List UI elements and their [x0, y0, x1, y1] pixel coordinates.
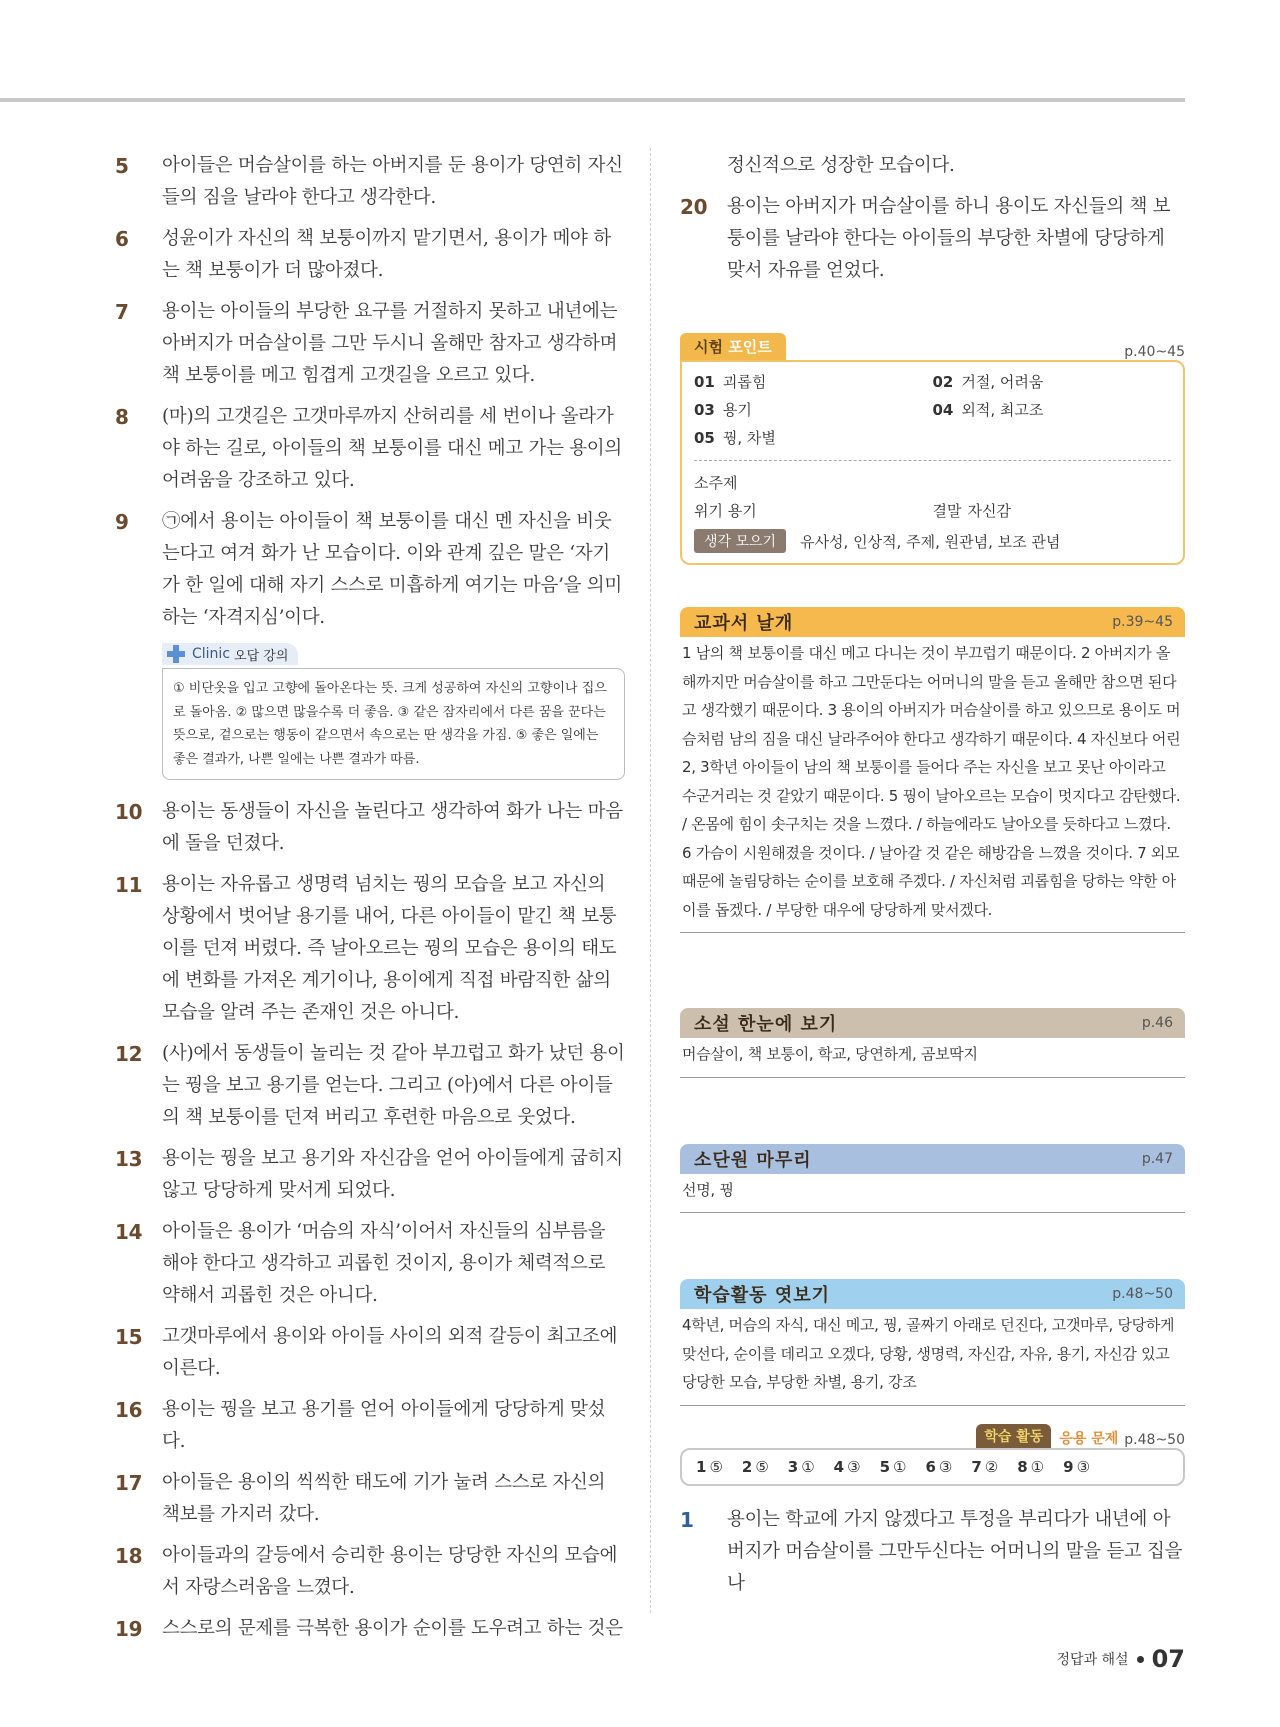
item-text: 고갯마루에서 용이와 아이들 사이의 외적 갈등이 최고조에 이른다.	[162, 1326, 618, 1379]
answer-cell	[1017, 1458, 1044, 1476]
item-text: 용이는 자유롭고 생명력 넘치는 꿩의 모습을 보고 자신의 상황에서 벗어날 용기를 내어, 다른 아이들이 맡긴 책 보퉁이를 던져 버렸다. 즉 날아오르는 꿩의 모습은 용이의 태도에 변화를 가져온 계기이나, 용이에게 직접 바람직한 삶의 모습을 알려 주는 존재인 것은 아니다.	[162, 874, 617, 1023]
ending-label: 결말	[932, 502, 962, 520]
bullet-icon	[1137, 1656, 1144, 1663]
activity-title: 학습활동 엿보기	[694, 1285, 830, 1306]
item-number: 11	[115, 873, 143, 897]
answer-value: ⑤	[755, 1457, 769, 1476]
left-items-a	[115, 150, 625, 634]
right-column	[680, 150, 1185, 1609]
point-num: 01	[694, 373, 715, 391]
clinic-box	[162, 643, 625, 780]
item-text: 스스로의 문제를 극복한 용이가 순이를 도우려고 하는 것은	[162, 1618, 623, 1639]
textbook-header	[680, 607, 1185, 637]
point-text: 괴롭힘	[722, 373, 767, 391]
plus-icon	[166, 644, 186, 664]
answer-value: ③	[847, 1457, 861, 1476]
page-reference: p.47	[1141, 1150, 1173, 1167]
item-number: 13	[115, 1147, 143, 1171]
item-text: 아이들은 머슴살이를 하는 아버지를 둔 용이가 당연히 자신들의 짐을 날라야 한다고 생각한다.	[162, 155, 623, 208]
exam-point-grid	[694, 370, 1171, 450]
item-text: 아이들은 용이가 ‘머슴의 자식’이어서 자신들의 심부름을 해야 한다고 생각하고 괴롭힌 것이지, 용이가 체력적으로 약해서 괴롭힌 것은 아니다.	[162, 1221, 606, 1306]
page-footer	[1057, 1645, 1185, 1673]
answer-item	[115, 401, 625, 497]
answer-item	[115, 1394, 625, 1458]
answer-num: 3	[787, 1457, 799, 1476]
answer-cell	[1063, 1458, 1090, 1476]
item-number: 9	[115, 510, 129, 534]
item-number: 12	[115, 1042, 143, 1066]
answer-value: ①	[893, 1457, 907, 1476]
answer-item	[115, 1143, 625, 1207]
ending-text: 자신감	[967, 502, 1011, 520]
item-text: 아이들과의 갈등에서 승리한 용이는 당당한 자신의 모습에서 자랑스러움을 느꼈다.	[162, 1545, 618, 1598]
novel-text: 머슴살이, 책 보퉁이, 학교, 당연하게, 곰보딱지	[680, 1038, 1185, 1078]
answer-item	[115, 869, 625, 1029]
unit-text: 선명, 꿩	[680, 1174, 1185, 1214]
answer-value: ③	[1076, 1457, 1091, 1476]
point-entry	[694, 426, 933, 450]
item-text: 성윤이가 자신의 책 보퉁이까지 맡기면서, 용이가 메야 하는 책 보퉁이가 더 많아졌다.	[162, 228, 611, 281]
answer-value: ⑤	[709, 1457, 723, 1476]
item-number: 15	[115, 1325, 143, 1349]
item-text: 용이는 학교에 가지 않겠다고 투정을 부리다가 내년에 아버지가 머슴살이를 그만두신다는 어머니의 말을 듣고 집을 나	[727, 1508, 1183, 1594]
answer-item	[115, 506, 625, 634]
exam-point-header	[680, 333, 1185, 360]
item-text: (마)의 고갯길은 고갯마루까지 산허리를 세 번이나 올라가야 하는 길로, 아이들의 책 보퉁이를 대신 메고 가는 용이의 어려움을 강조하고 있다.	[162, 406, 622, 491]
answer-value: ③	[938, 1457, 953, 1476]
point-entry	[933, 398, 1172, 422]
item-number: 14	[115, 1220, 143, 1244]
novel-title: 소설 한눈에 보기	[694, 1014, 838, 1035]
novel-section	[680, 1008, 1185, 1078]
item-number: 16	[115, 1398, 143, 1422]
textbook-title: 교과서 날개	[694, 613, 794, 634]
point-text: 거절, 어려움	[961, 373, 1044, 391]
left-column	[115, 150, 625, 1654]
answer-value: ①	[801, 1457, 815, 1476]
page-number: 07	[1151, 1645, 1185, 1673]
activity-text: 4학년, 머슴의 자식, 대신 메고, 꿩, 골짜기 아래로 던진다, 고갯마루, 당당하게 맞선다, 순이를 데리고 오겠다, 당황, 생명력, 자신감, 자유, 용기, 자신감 있고 당당한 모습, 부당한 차별, 용기, 강조	[680, 1309, 1185, 1406]
activity-header	[680, 1279, 1185, 1309]
item-text: 용이는 꿩을 보고 용기를 얻어 아이들에게 당당하게 맞섰다.	[162, 1399, 606, 1452]
answer-item	[115, 796, 625, 860]
item-number: 20	[680, 195, 708, 219]
item-number: 6	[115, 227, 129, 251]
answer-item	[115, 1540, 625, 1604]
answer-num: 5	[879, 1457, 890, 1476]
answer-cell	[742, 1458, 769, 1476]
crisis-text: 위기 용기	[694, 502, 757, 520]
crisis-ending-row	[694, 497, 1171, 525]
think-tag: 생각 모으기	[694, 529, 786, 553]
answer-num: 1	[696, 1457, 707, 1476]
applied-answers	[680, 1448, 1185, 1486]
answer-item	[680, 1504, 1185, 1600]
answer-item	[115, 1038, 625, 1134]
item-number: 18	[115, 1544, 143, 1568]
page-reference: p.48~50	[1112, 1286, 1173, 1302]
left-items-b	[115, 796, 625, 1645]
subject-label: 소주제	[694, 474, 738, 492]
item-text: 용이는 동생들이 자신을 놀린다고 생각하여 화가 나는 마음에 돌을 던졌다.	[162, 801, 623, 854]
point-entry	[694, 370, 933, 394]
item-text: 용이는 아버지가 머슴살이를 하니 용이도 자신들의 책 보퉁이를 날라야 한다는 아이들의 부당한 차별에 당당하게 맞서 자유를 얻었다.	[727, 196, 1171, 281]
applied-subtitle: 응용 문제	[1059, 1430, 1119, 1447]
item-text: 아이들은 용이의 씩씩한 태도에 기가 눌려 스스로 자신의 책보를 가지러 갔다.	[162, 1472, 606, 1525]
answer-num: 4	[833, 1457, 845, 1476]
textbook-section	[680, 607, 1185, 933]
point-num: 05	[694, 429, 715, 447]
point-text: 꿩, 차별	[722, 429, 776, 447]
top-rule	[0, 98, 1185, 102]
clinic-title: Clinic	[192, 646, 231, 662]
answer-value: ①	[1030, 1457, 1045, 1476]
column-divider	[650, 148, 651, 1613]
answer-cell	[788, 1458, 815, 1476]
think-row	[694, 529, 1171, 553]
answer-item	[115, 1216, 625, 1312]
item-text: ㉠에서 용이는 아이들이 책 보퉁이를 대신 멘 자신을 비웃는다고 여겨 화가 난 모습이다. 이와 관계 깊은 말은 ‘자기가 한 일에 대해 자기 스스로 미흡하게 여기는 마음’을 의미하는 ‘자격지심’이다.	[162, 511, 622, 628]
textbook-text: 1 남의 책 보퉁이를 대신 메고 다니는 것이 부끄럽기 때문이다. 2 아버지가 올해까지만 머슴살이를 하고 그만둔다는 어머니의 말을 듣고 올해만 참으면 된다고 생각했기 때문이다. 3 용이의 아버지가 머슴살이를 하고 있으므로 용이도 머슴처럼 남의 짐을 대신 날라주어야 한다고 생각하기 때문이다. 4 자신보다 어린 2, 3학년 아이들이 남의 책 보퉁이를 들어다 주는 자신을 보고 못난 아이라고 수군거리는 것 같았기 때문이다. 5 꿩이 날아오르는 모습이 멋지다고 감탄했다. / 온몸에 힘이 솟구치는 것을 느꼈다. / 하늘에라도 날아오를 듯하다고 느꼈다. 6 가슴이 시원해졌을 것이다. / 날아갈 것 같은 해방감을 느꼈을 것이다. 7 외모 때문에 놀림당하는 순이를 보호해 주겠다. / 자신처럼 괴롭힘을 당하는 약한 아이를 돕겠다. / 부당한 대우에 당당하게 맞서겠다.	[680, 637, 1185, 933]
item-number: 7	[115, 300, 129, 324]
continued-text	[680, 150, 1185, 182]
answer-num: 8	[1017, 1457, 1028, 1476]
answer-cell	[834, 1458, 861, 1476]
point-text: 외적, 최고조	[961, 401, 1044, 419]
item-text: 용이는 아이들의 부당한 요구를 거절하지 못하고 내년에는 아버지가 머슴살이를 그만 두시니 올해만 참자고 생각하며 책 보퉁이를 메고 힘겹게 고갯길을 오르고 있다.	[162, 301, 618, 386]
answer-cell	[880, 1458, 907, 1476]
page-reference: p.40~45	[1124, 344, 1185, 360]
answer-value: ②	[984, 1457, 999, 1476]
footer-label: 정답과 해설	[1056, 1652, 1129, 1668]
clinic-subtitle: 오답 강의	[234, 648, 289, 664]
think-text: 유사성, 인상적, 주제, 원관념, 보조 관념	[800, 532, 1061, 551]
exam-point-tab-a: 시험	[694, 338, 723, 356]
item-text: (사)에서 동생들이 놀리는 것 같아 부끄럽고 화가 났던 용이는 꿩을 보고 용기를 얻는다. 그리고 (아)에서 다른 아이들의 책 보퉁이를 던져 버리고 후련한 마음으로 웃었다.	[162, 1043, 625, 1128]
answer-num: 2	[741, 1457, 753, 1476]
answer-num: 9	[1063, 1457, 1074, 1476]
item-text: 정신적으로 성장한 모습이다.	[727, 155, 955, 176]
ending-entry	[933, 497, 1172, 525]
item-number: 19	[115, 1617, 143, 1641]
item-number: 5	[115, 154, 129, 178]
page-reference: p.48~50	[1124, 1431, 1185, 1448]
answer-cell	[925, 1458, 952, 1476]
unit-header	[680, 1144, 1185, 1174]
answer-item	[680, 191, 1185, 287]
point-num: 02	[932, 373, 954, 391]
point-num: 03	[694, 401, 715, 419]
answer-cell	[696, 1458, 723, 1476]
clinic-tab	[162, 643, 298, 665]
applied-tab: 학습 활동	[976, 1424, 1051, 1448]
item-number: 10	[115, 800, 143, 824]
answer-cell	[971, 1458, 998, 1476]
answer-item	[115, 296, 625, 392]
exam-point-tab-b: 포인트	[728, 338, 772, 356]
point-text: 용기	[722, 401, 752, 419]
answer-item	[115, 1613, 625, 1645]
page-reference: p.39~45	[1112, 614, 1173, 630]
unit-section	[680, 1144, 1185, 1214]
exam-point-tab	[680, 333, 786, 360]
item-number: 1	[680, 1507, 694, 1532]
applied-header	[680, 1424, 1185, 1448]
answer-item	[115, 1467, 625, 1531]
point-entry	[933, 370, 1172, 394]
point-entry	[694, 398, 933, 422]
dashed-divider	[694, 460, 1171, 461]
item-text: 용이는 꿩을 보고 용기와 자신감을 얻어 아이들에게 굽히지 않고 당당하게 맞서게 되었다.	[162, 1148, 623, 1201]
unit-title: 소단원 마무리	[694, 1149, 812, 1171]
answer-item	[115, 150, 625, 214]
page-reference: p.46	[1141, 1015, 1173, 1031]
answer-num: 6	[925, 1457, 936, 1476]
point-num: 04	[932, 401, 954, 419]
item-number: 8	[115, 405, 129, 429]
exam-point-box	[680, 360, 1185, 565]
clinic-text: ① 비단옷을 입고 고향에 돌아온다는 뜻. 크게 성공하여 자신의 고향이나 집으로 돌아옴. ② 많으면 많을수록 더 좋음. ③ 같은 잠자리에서 다른 꿈을 꾼다는 뜻으로, 겉으로는 행동이 같으면서 속으로는 딴 생각을 가짐. ⑤ 좋은 일에는 좋은 결과가, 나쁜 일에는 나쁜 결과가 따름.	[162, 668, 625, 780]
answer-item	[115, 223, 625, 287]
activity-section	[680, 1279, 1185, 1406]
answer-num: 7	[971, 1457, 982, 1476]
novel-header	[680, 1008, 1185, 1038]
item-number: 17	[115, 1471, 143, 1495]
answer-item	[115, 1321, 625, 1385]
